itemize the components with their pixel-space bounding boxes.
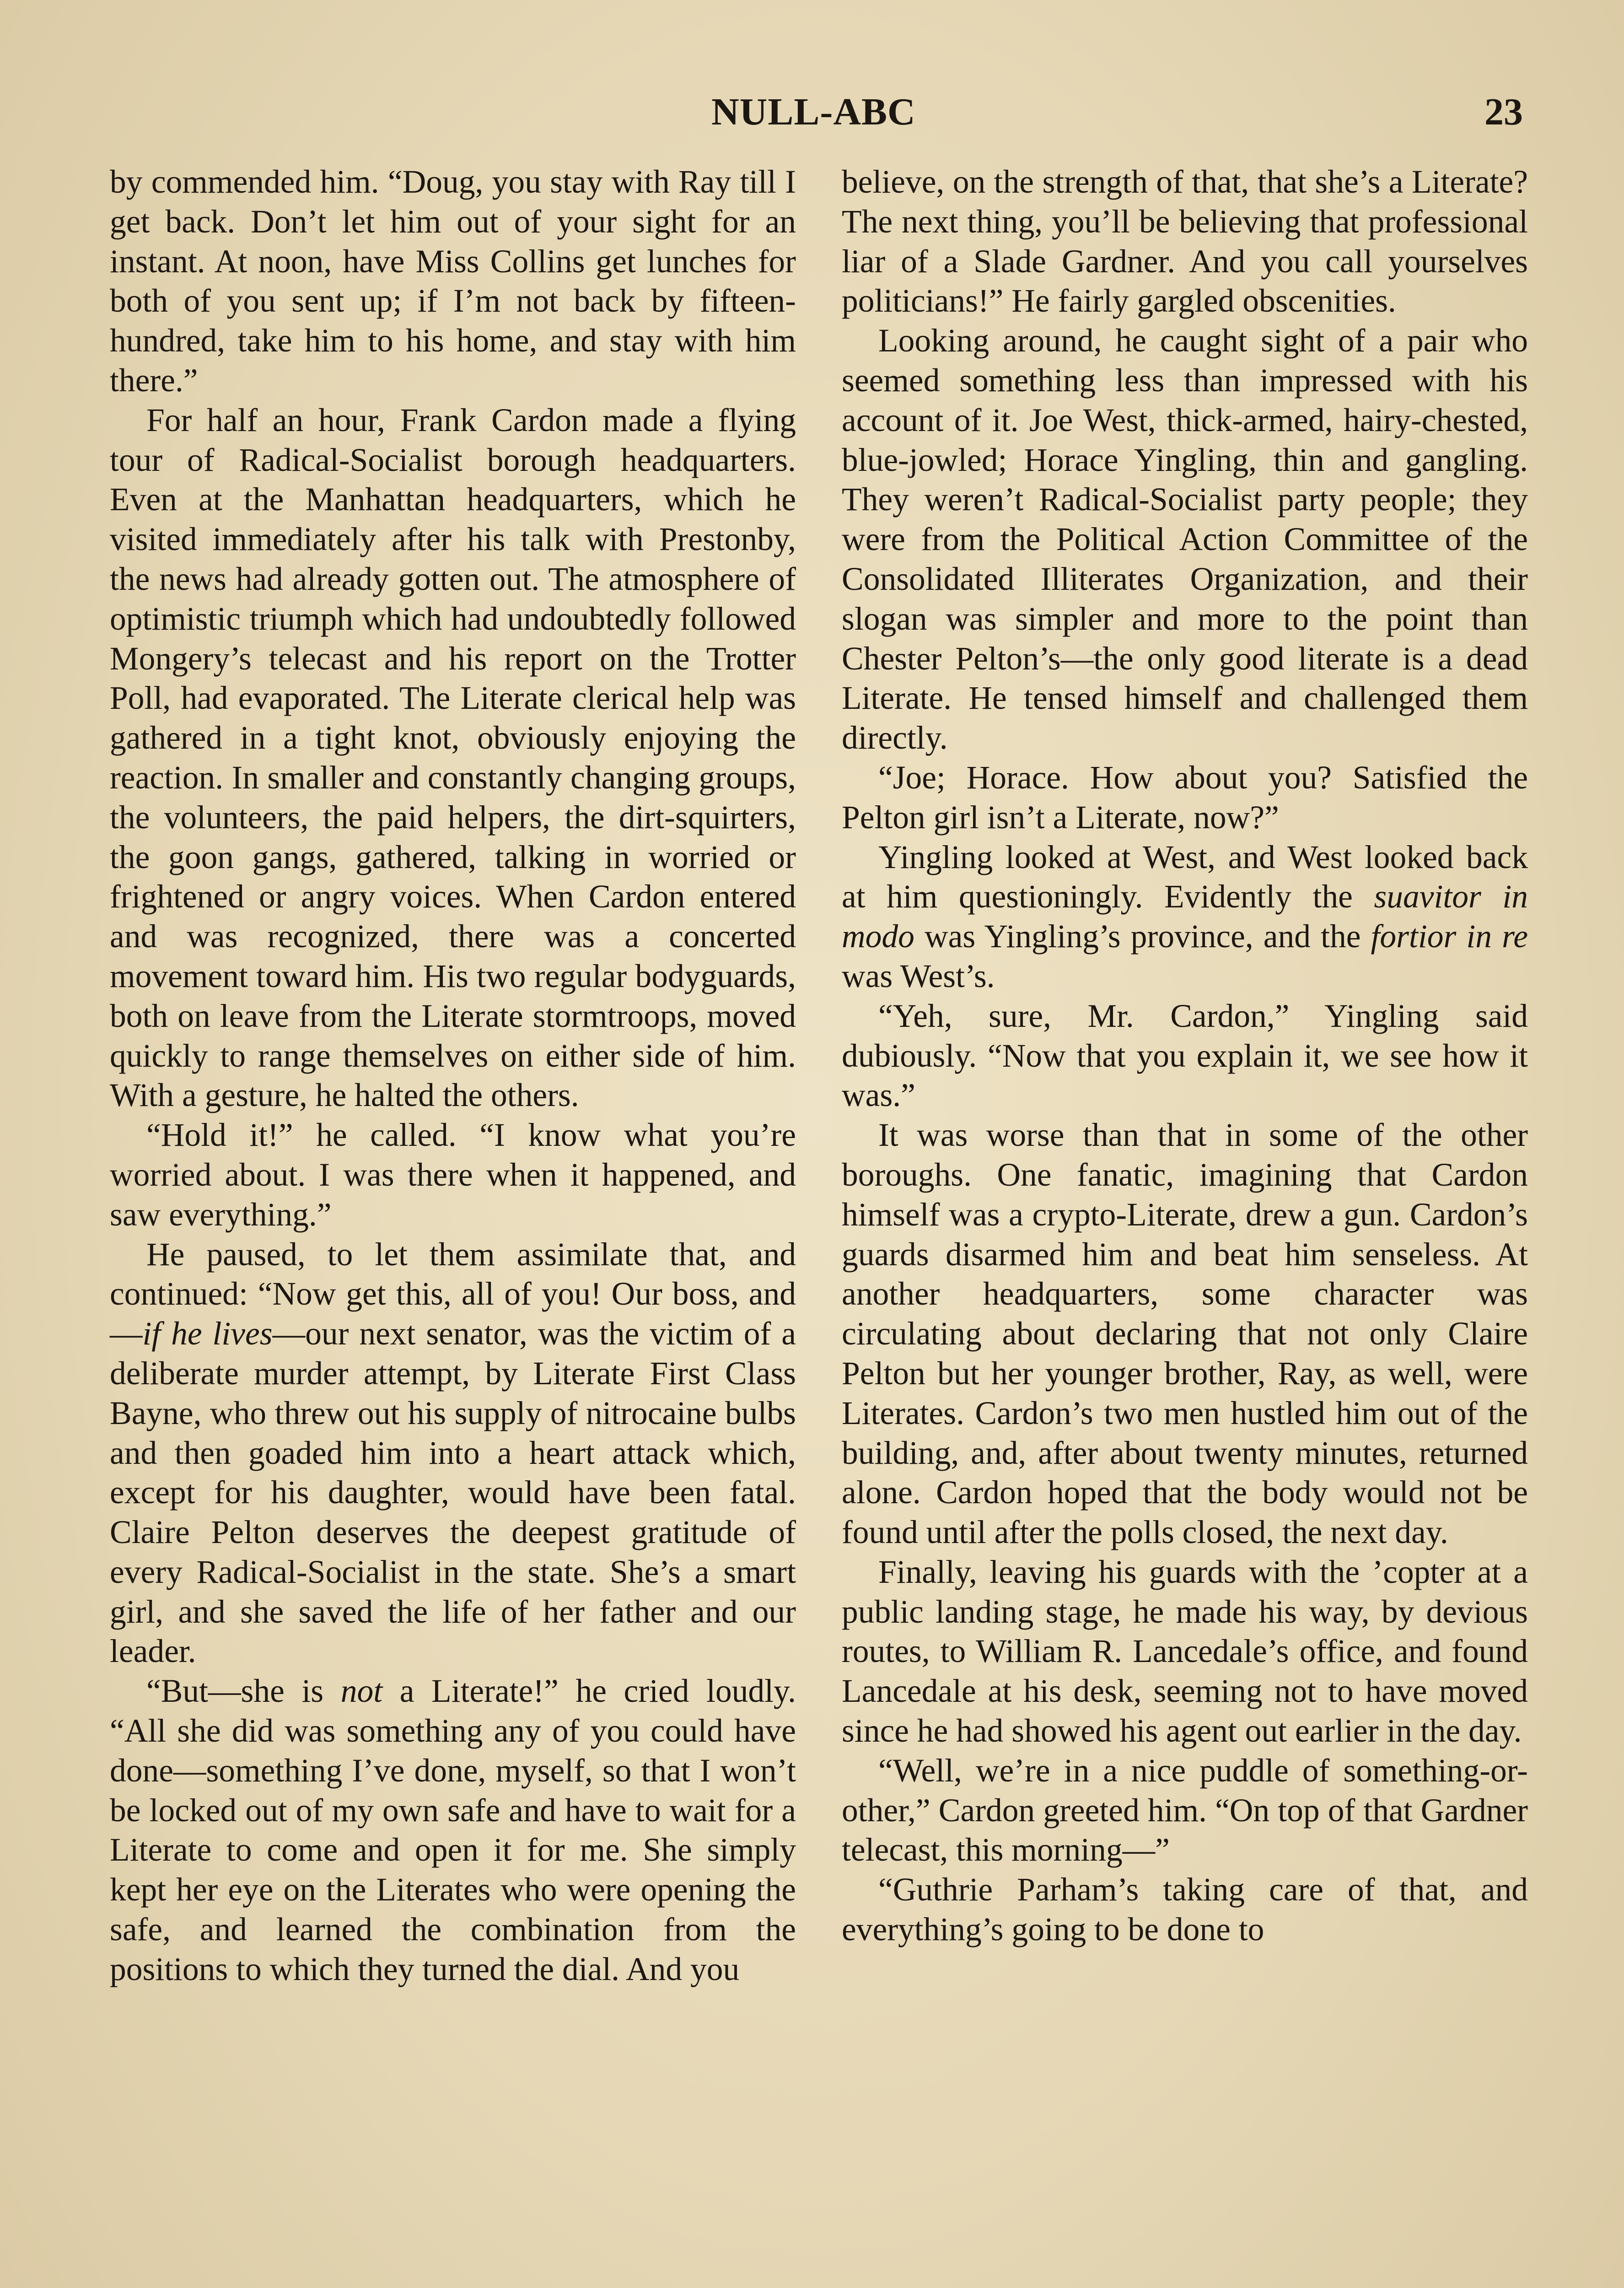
paragraph: “Guthrie Parham’s taking care of that, and everything’s going to be done to — [842, 1872, 1528, 1948]
paragraph: It was worse than that in some of the other boroughs. One fanatic, imagining that Cardon himself was a crypto-Literate, drew a gun. Cardon’s guards disarmed him and beat him senseless. At another headquarters, some character was circulating about declaring that not only Claire Pelton but her younger brother, Ray, as well, were Literates. Cardon’s two men hustled him out of the building, and, after about twenty minutes, returned alone. Cardon hoped that the body would not be found until after the polls closed, the next day. — [842, 1117, 1528, 1551]
text-run: —our next senator, was the victim of a deliberate murder attempt, by Literate First Class Bayne, who threw out his supply of nitrocaine bulbs and then goaded him into a heart attack which, except for his daughter, would have been fatal. Claire Pelton deserves the deepest gratitude of every Radical-Socialist in the state. She’s a smart girl, and she saved the life of her father and our leader. — [110, 1316, 796, 1670]
italic-text: not — [340, 1673, 383, 1710]
right-column — [842, 162, 1528, 1950]
page-header — [0, 87, 1624, 137]
left-column — [110, 162, 796, 1990]
text-run: was West’s. — [842, 958, 995, 994]
italic-text: if he lives — [142, 1316, 273, 1352]
text-run: “But—she is — [146, 1673, 341, 1710]
paragraph — [110, 1235, 796, 1672]
paragraph: “Joe; Horace. How about you? Satisfied the Pelton girl isn’t a Literate, now?” — [842, 759, 1528, 836]
italic-text: suavitor in modo — [842, 879, 1528, 955]
text-run: was Yingling’s province, and the — [914, 918, 1371, 955]
text-run: a Literate!” he cried loudly. “All she did was something any of you could have done—something I’ve done, myself, so that I won’t be locked out of my own safe and have to wait for a Literate to come and open it for me. She simply kept her eye on the Literates who were opening the safe, and learned the combination from the positions to which they turned the dial. And you — [110, 1673, 796, 1987]
paragraph: “Well, we’re in a nice puddle of something-or-other,” Cardon greeted him. “On top of that Gardner telecast, this morning—” — [842, 1752, 1528, 1868]
paragraph: “Yeh, sure, Mr. Cardon,” Yingling said dubiously. “Now that you explain it, we see how it was.” — [842, 998, 1528, 1114]
paragraph: believe, on the strength of that, that she’s a Literate? The next thing, you’ll be believing that professional liar of a Slade Gardner. And you call yourselves politicians!” He fairly gargled obscenities. — [842, 164, 1528, 319]
paragraph: For half an hour, Frank Cardon made a flying tour of Radical-Socialist borough headquarters. Even at the Manhattan headquarters, which he visited immediately after his talk with Prestonby, the news had already gotten out. The atmosphere of optimistic triumph which had undoubtedly followed Mongery’s telecast and his report on the Trotter Poll, had evaporated. The Literate clerical help was gathered in a tight knot, obviously enjoying the reaction. In smaller and constantly changing groups, the volunteers, the paid helpers, the dirt-squirters, the goon gangs, gathered, talking in worried or frightened or angry voices. When Cardon entered and was recognized, there was a concerted movement toward him. His two regular bodyguards, both on leave from the Literate stormtroops, moved quickly to range themselves on either side of him. With a gesture, he halted the others. — [110, 402, 796, 1114]
paragraph: “Hold it!” he called. “I know what you’re worried about. I was there when it happened, and saw everything.” — [110, 1117, 796, 1233]
paragraph: by commended him. “Doug, you stay with Ray till I get back. Don’t let him out of your sight for an instant. At noon, have Miss Collins get lunches for both of you sent up; if I’m not back by fifteen-hundred, take him to his home, and stay with him there.” — [110, 164, 796, 399]
paragraph — [842, 838, 1528, 997]
running-head: NULL-ABC — [711, 91, 916, 133]
page-number: 23 — [1484, 91, 1523, 133]
text-run: He paused, to let them assimilate that, and continued: “Now get this, all of you! Our boss, and— — [110, 1236, 796, 1352]
paragraph: Looking around, he caught sight of a pair who seemed something less than impressed with his account of it. Joe West, thick-armed, hairy-chested, blue-jowled; Horace Yingling, thin and gangling. They weren’t Radical-Socialist party people; they were from the Political Action Committee of the Consolidated Illiterates Organization, and their slogan was simpler and more to the point than Chester Pelton’s—the only good literate is a dead Literate. He tensed himself and challenged them directly. — [842, 323, 1528, 756]
paragraph: Finally, leaving his guards with the ’copter at a public landing stage, he made his way, by devious routes, to William R. Lancedale’s office, and found Lancedale at his desk, seeming not to have moved since he had showed his agent out earlier in the day. — [842, 1554, 1528, 1749]
italic-text: fortior in re — [1371, 918, 1528, 955]
paragraph — [110, 1672, 796, 1989]
text-run: Yingling looked at West, and West looked back at him questioningly. Evidently the — [842, 839, 1528, 915]
